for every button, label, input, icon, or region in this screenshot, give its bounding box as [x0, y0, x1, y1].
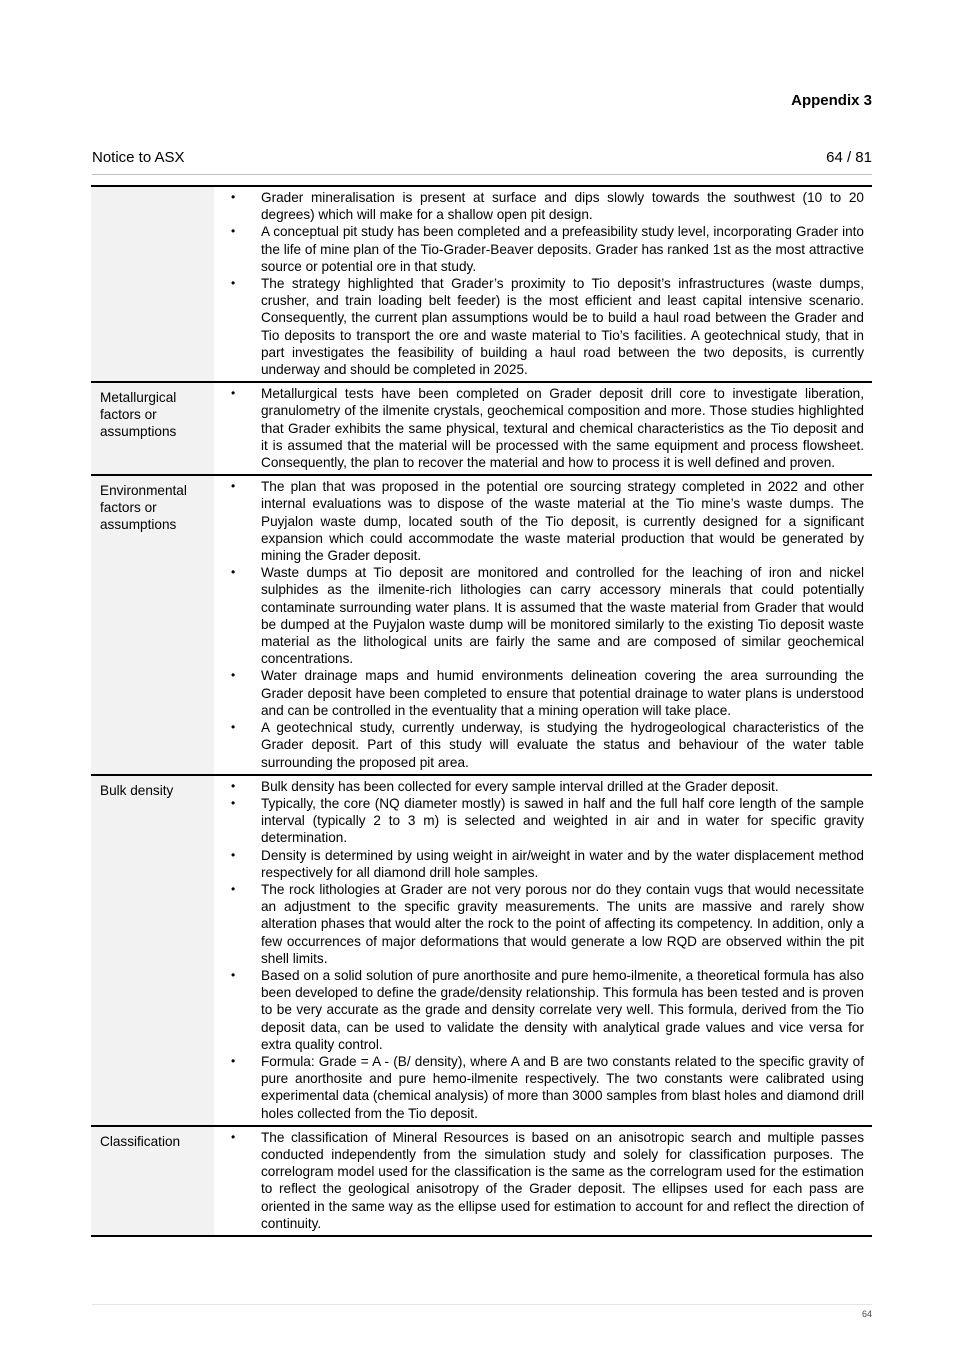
criteria-label: Classification — [91, 1127, 214, 1235]
commentary-cell — [214, 776, 872, 1125]
criteria-label: Bulk density — [91, 776, 214, 1125]
bullet-icon: • — [231, 847, 236, 862]
criteria-table — [91, 185, 872, 1237]
bullet-icon: • — [231, 224, 236, 239]
bullet-list — [214, 189, 864, 378]
bullet-icon: • — [231, 1053, 236, 1068]
bullet-icon: • — [231, 386, 236, 401]
list-item — [214, 778, 864, 795]
list-item — [214, 847, 864, 881]
list-item — [214, 189, 864, 223]
list-item-text: The classification of Mineral Resources is based on an anisotropic search and multiple passes conducted independently from the simulation study and solely for classification purposes. The correlogram model used for the classification is the same as the correlogram used for the estimation to reflect the geological anisotropy of the Grader deposit. The ellipses used for each pass are oriented in the same way as the ellipse used for estimation to account for and reflect the direction of continuity. — [261, 1129, 864, 1231]
list-item-text: Grader mineralisation is present at surface and dips slowly towards the southwest (10 to 20 degrees) which will make for a shallow open pit design. — [261, 190, 864, 223]
appendix-label: Appendix 3 — [791, 92, 872, 109]
list-item-text: Water drainage maps and humid environments delineation covering the area surrounding the Grader deposit have been completed to ensure that potential drainage to water plans is understood and can be controlled in the eventuality that a mining operation will take place. — [261, 668, 864, 718]
list-item-text: The strategy highlighted that Grader’s proximity to Tio deposit’s infrastructures (waste dumps, crusher, and train loading belt feeder) is the most efficient and least capital intensive scenario. Consequently, the current plan assumptions would be to build a haul road between the Grader and Tio deposits to transport the ore and waste material to Tio’s facilities. A geotechnical study, that in part investigates the feasibility of building a haul road between the two deposits, is currently underway and should be completed in 2025. — [261, 276, 864, 378]
bullet-icon: • — [231, 479, 236, 494]
list-item-text: Bulk density has been collected for every sample interval drilled at the Grader deposit. — [261, 778, 779, 794]
list-item — [214, 719, 864, 771]
list-item — [214, 967, 864, 1053]
list-item-text: Metallurgical tests have been completed on Grader deposit drill core to investigate liberation, granulometry of the ilmenite crystals, geochemical composition and more. Those studies highlighted that Grader exhibits the same physical, textural and chemical characteristics as the Tio deposit and it is assumed that the material will be processed with the same equipment and process flowsheet. Consequently, the plan to recover the material and how to process it is well defined and proven. — [261, 386, 864, 471]
bullet-icon: • — [231, 190, 236, 204]
list-item-text: Waste dumps at Tio deposit are monitored and controlled for the leaching of iron and nickel sulphides as the ilmenite-rich lithologies can carry accessory minerals that could potentially contaminate surrounding water plans. It is assumed that the waste material from Grader that would be dumped at the Puyjalon waste dump will be monitored similarly to the existing Tio deposit waste material as the lithological units are fairly the same and are composed of similar geochemical concentrations. — [261, 565, 864, 667]
list-item-text: A geotechnical study, currently underway, is studying the hydrogeological characteristics of the Grader deposit. Part of this study will evaluate the status and behaviour of the water table surrounding the proposed pit area. — [261, 720, 864, 770]
table-row — [91, 1127, 872, 1237]
page-indicator: 64 / 81 — [826, 149, 872, 166]
list-item — [214, 223, 864, 275]
bullet-icon: • — [231, 720, 236, 735]
list-item — [214, 478, 864, 564]
list-item-text: Formula: Grade = A - (B/ density), where A and B are two constants related to the specific gravity of pure anorthosite and pure hemo-ilmenite respectively. The two constants were calibrated using experimental data (chemical analysis) of more than 3000 samples from blast holes and diamond drill holes collected from the Tio deposit. — [261, 1053, 864, 1121]
table-row — [91, 187, 872, 383]
table-row — [91, 383, 872, 476]
bullet-icon: • — [231, 668, 236, 683]
criteria-label: Environmental factors or assumptions — [91, 476, 214, 773]
header-divider — [92, 174, 872, 175]
criteria-label: Metallurgical factors or assumptions — [91, 383, 214, 474]
commentary-cell — [214, 1127, 872, 1235]
list-item — [214, 385, 864, 471]
bullet-icon: • — [231, 276, 236, 291]
commentary-cell — [214, 383, 872, 474]
table-row — [91, 476, 872, 775]
commentary-cell — [214, 476, 872, 773]
list-item-text: The rock lithologies at Grader are not very porous nor do they contain vugs that would necessitate an adjustment to the specific gravity measurements. The units are massive and rarely show alteration phases that would alter the rock to the point of affecting its competency. In addition, only a few occurrences of major deformations that would generate a low RQD are observed within the pit shell limits. — [261, 881, 864, 966]
list-item-text: Density is determined by using weight in air/weight in water and by the water displacement method respectively for all diamond drill hole samples. — [261, 847, 864, 880]
list-item-text: Based on a solid solution of pure anorthosite and pure hemo-ilmenite, a theoretical formula has also been developed to define the grade/density relationship. This formula has been tested and is proven to be very accurate as the grade and density correlate very well. This formula, derived from the Tio deposit data, can be used to validate the density with analytical grade values and vice versa for extra quality control. — [261, 967, 864, 1052]
list-item — [214, 1053, 864, 1122]
list-item — [214, 667, 864, 719]
list-item — [214, 564, 864, 667]
list-item-text: Typically, the core (NQ diameter mostly) is sawed in half and the full half core length of the sample interval (typically 2 to 3 m) is selected and weighted in air and in water for specific gravity determination. — [261, 795, 864, 846]
bullet-icon: • — [231, 881, 236, 896]
bullet-icon: • — [231, 795, 236, 810]
footer-divider — [92, 1304, 872, 1305]
list-item — [214, 1129, 864, 1232]
list-item — [214, 795, 864, 847]
table-row — [91, 776, 872, 1127]
bullet-list — [214, 385, 864, 471]
list-item-text: A conceptual pit study has been completed and a prefeasibility study level, incorporating Grader into the life of mine plan of the Tio-Grader-Beaver deposits. Grader has ranked 1st as the most attractive source or potential ore in that study. — [261, 224, 864, 274]
document-title: Notice to ASX — [92, 149, 185, 166]
list-item — [214, 881, 864, 967]
list-item — [214, 275, 864, 378]
criteria-label — [91, 187, 214, 381]
bullet-icon: • — [231, 1129, 236, 1144]
bullet-list — [214, 778, 864, 1122]
commentary-cell — [214, 187, 872, 381]
bullet-list — [214, 478, 864, 770]
bullet-icon: • — [231, 565, 236, 580]
bullet-list — [214, 1129, 864, 1232]
bullet-icon: • — [231, 967, 236, 982]
list-item-text: The plan that was proposed in the potential ore sourcing strategy completed in 2022 and other internal evaluations was to dispose of the waste material at the Tio mine’s waste dumps. The Puyjalon waste dump, located south of the Tio deposit, is currently designed for a significant expansion which could accommodate the waste material production that would be generated by mining the Grader deposit. — [261, 479, 864, 564]
page-header — [92, 149, 872, 166]
bullet-icon: • — [231, 778, 236, 793]
footer-page-number: 64 — [861, 1309, 872, 1319]
